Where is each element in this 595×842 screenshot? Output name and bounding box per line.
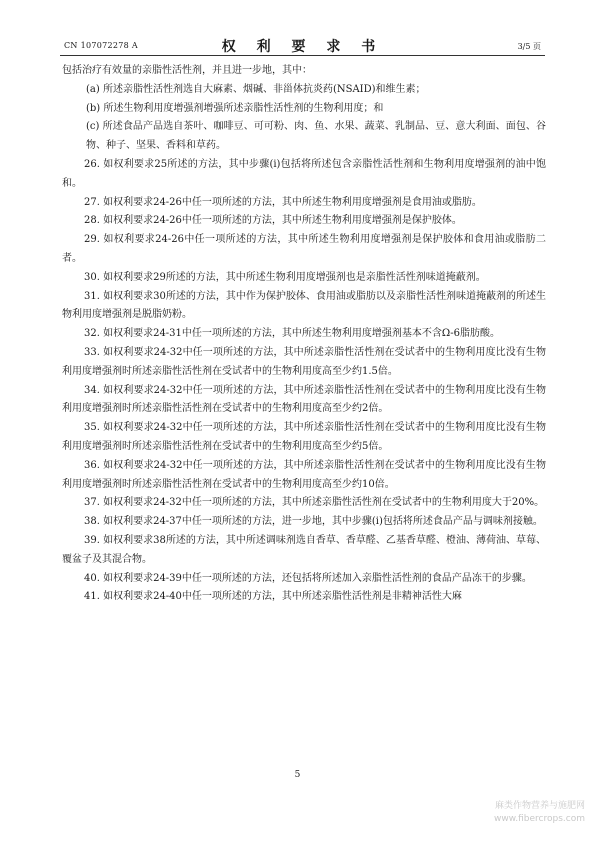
claim-item-c: (c) 所述食品产品选自茶叶、咖啡豆、可可粉、肉、鱼、水果、蔬菜、乳制品、豆、意大利面、面包、谷物、种子、坚果、香料和草药。 xyxy=(86,121,546,152)
claim-41: 41. 如权利要求24-40中任一项所述的方法，其中所述亲脂性活性剂是非精神活性大麻 xyxy=(84,591,462,603)
page-header xyxy=(60,33,545,56)
document-title: 权 利 要 求 书 xyxy=(221,39,384,55)
claims-body xyxy=(62,62,546,607)
watermark-site-name: 麻类作物营养与施肥网 xyxy=(494,801,585,811)
watermark-url: www.fibercrops.com xyxy=(494,814,585,824)
claim-29: 29. 如权利要求24-26中任一项所述的方法，其中所述生物利用度增强剂是保护胶体和食用油或脂肪二者。 xyxy=(62,234,546,264)
claim-continuation-intro: 包括治疗有效量的亲脂性活性剂，并且进一步地，其中： xyxy=(62,65,312,76)
claim-40: 40. 如权利要求24-39中任一项所述的方法，还包括将所述加入亲脂性活性剂的食品产品冻干的步骤。 xyxy=(84,572,532,584)
claim-38: 38. 如权利要求24-37中任一项所述的方法，进一步地，其中步骤(i)包括将所述食品产品与调味剂接触。 xyxy=(84,516,543,528)
claim-32: 32. 如权利要求24-31中任一项所述的方法，其中所述生物利用度增强剂基本不含Ω-6脂肪酸。 xyxy=(84,328,500,340)
claim-30: 30. 如权利要求29所述的方法，其中所述生物利用度增强剂也是亲脂性活性剂味道掩蔽剂。 xyxy=(84,271,486,283)
claim-26: 26. 如权利要求25所述的方法，其中步骤(i)包括将所述包含亲脂性活性剂和生物利用度增强剂的油中饱和。 xyxy=(62,158,546,189)
claim-34: 34. 如权利要求24-32中任一项所述的方法，其中所述亲脂性活性剂在受试者中的生物利用度比没有生物利用度增强剂时所述亲脂性活性剂在受试者中的生物利用度高至少约2倍。 xyxy=(62,384,546,415)
watermark xyxy=(445,800,585,826)
claim-item-a: (a) 所述亲脂性活性剂选自大麻素、烟碱、非甾体抗炎药(NSAID)和维生素； xyxy=(86,83,426,95)
claim-33: 33. 如权利要求24-32中任一项所述的方法，其中所述亲脂性活性剂在受试者中的生物利用度比没有生物利用度增强剂时所述亲脂性活性剂在受试者中的生物利用度高至少约1.5倍。 xyxy=(62,346,546,377)
page-number: 5 xyxy=(294,770,301,780)
claim-31: 31. 如权利要求30所述的方法，其中作为保护胶体、食用油或脂肪以及亲脂性活性剂味道掩蔽剂的所述生物利用度增强剂是脱脂奶粉。 xyxy=(62,290,546,321)
claim-37: 37. 如权利要求24-32中任一项所述的方法，其中所述亲脂性活性剂在受试者中的生物利用度大于20%。 xyxy=(84,497,545,509)
page-indicator: 3/5 页 xyxy=(517,42,541,51)
claim-28: 28. 如权利要求24-26中任一项所述的方法，其中所述生物利用度增强剂是保护胶体。 xyxy=(84,215,462,227)
claim-39: 39. 如权利要求38所述的方法，其中所述调味剂选自香草、香草醛、乙基香草醛、橙油、薄荷油、草莓、覆盆子及其混合物。 xyxy=(62,534,546,565)
claim-36: 36. 如权利要求24-32中任一项所述的方法，其中所述亲脂性活性剂在受试者中的生物利用度比没有生物利用度增强剂时所述亲脂性活性剂在受试者中的生物利用度高至少约10倍。 xyxy=(62,459,546,490)
patent-number: CN 107072278 A xyxy=(64,41,138,50)
claim-27: 27. 如权利要求24-26中任一项所述的方法，其中所述生物利用度增强剂是食用油或脂肪。 xyxy=(84,196,482,208)
claim-item-b: (b) 所述生物利用度增强剂增强所述亲脂性活性剂的生物利用度；和 xyxy=(86,102,384,114)
claim-35: 35. 如权利要求24-32中任一项所述的方法，其中所述亲脂性活性剂在受试者中的生物利用度比没有生物利用度增强剂时所述亲脂性活性剂在受试者中的生物利用度高至少约5倍。 xyxy=(62,422,546,452)
